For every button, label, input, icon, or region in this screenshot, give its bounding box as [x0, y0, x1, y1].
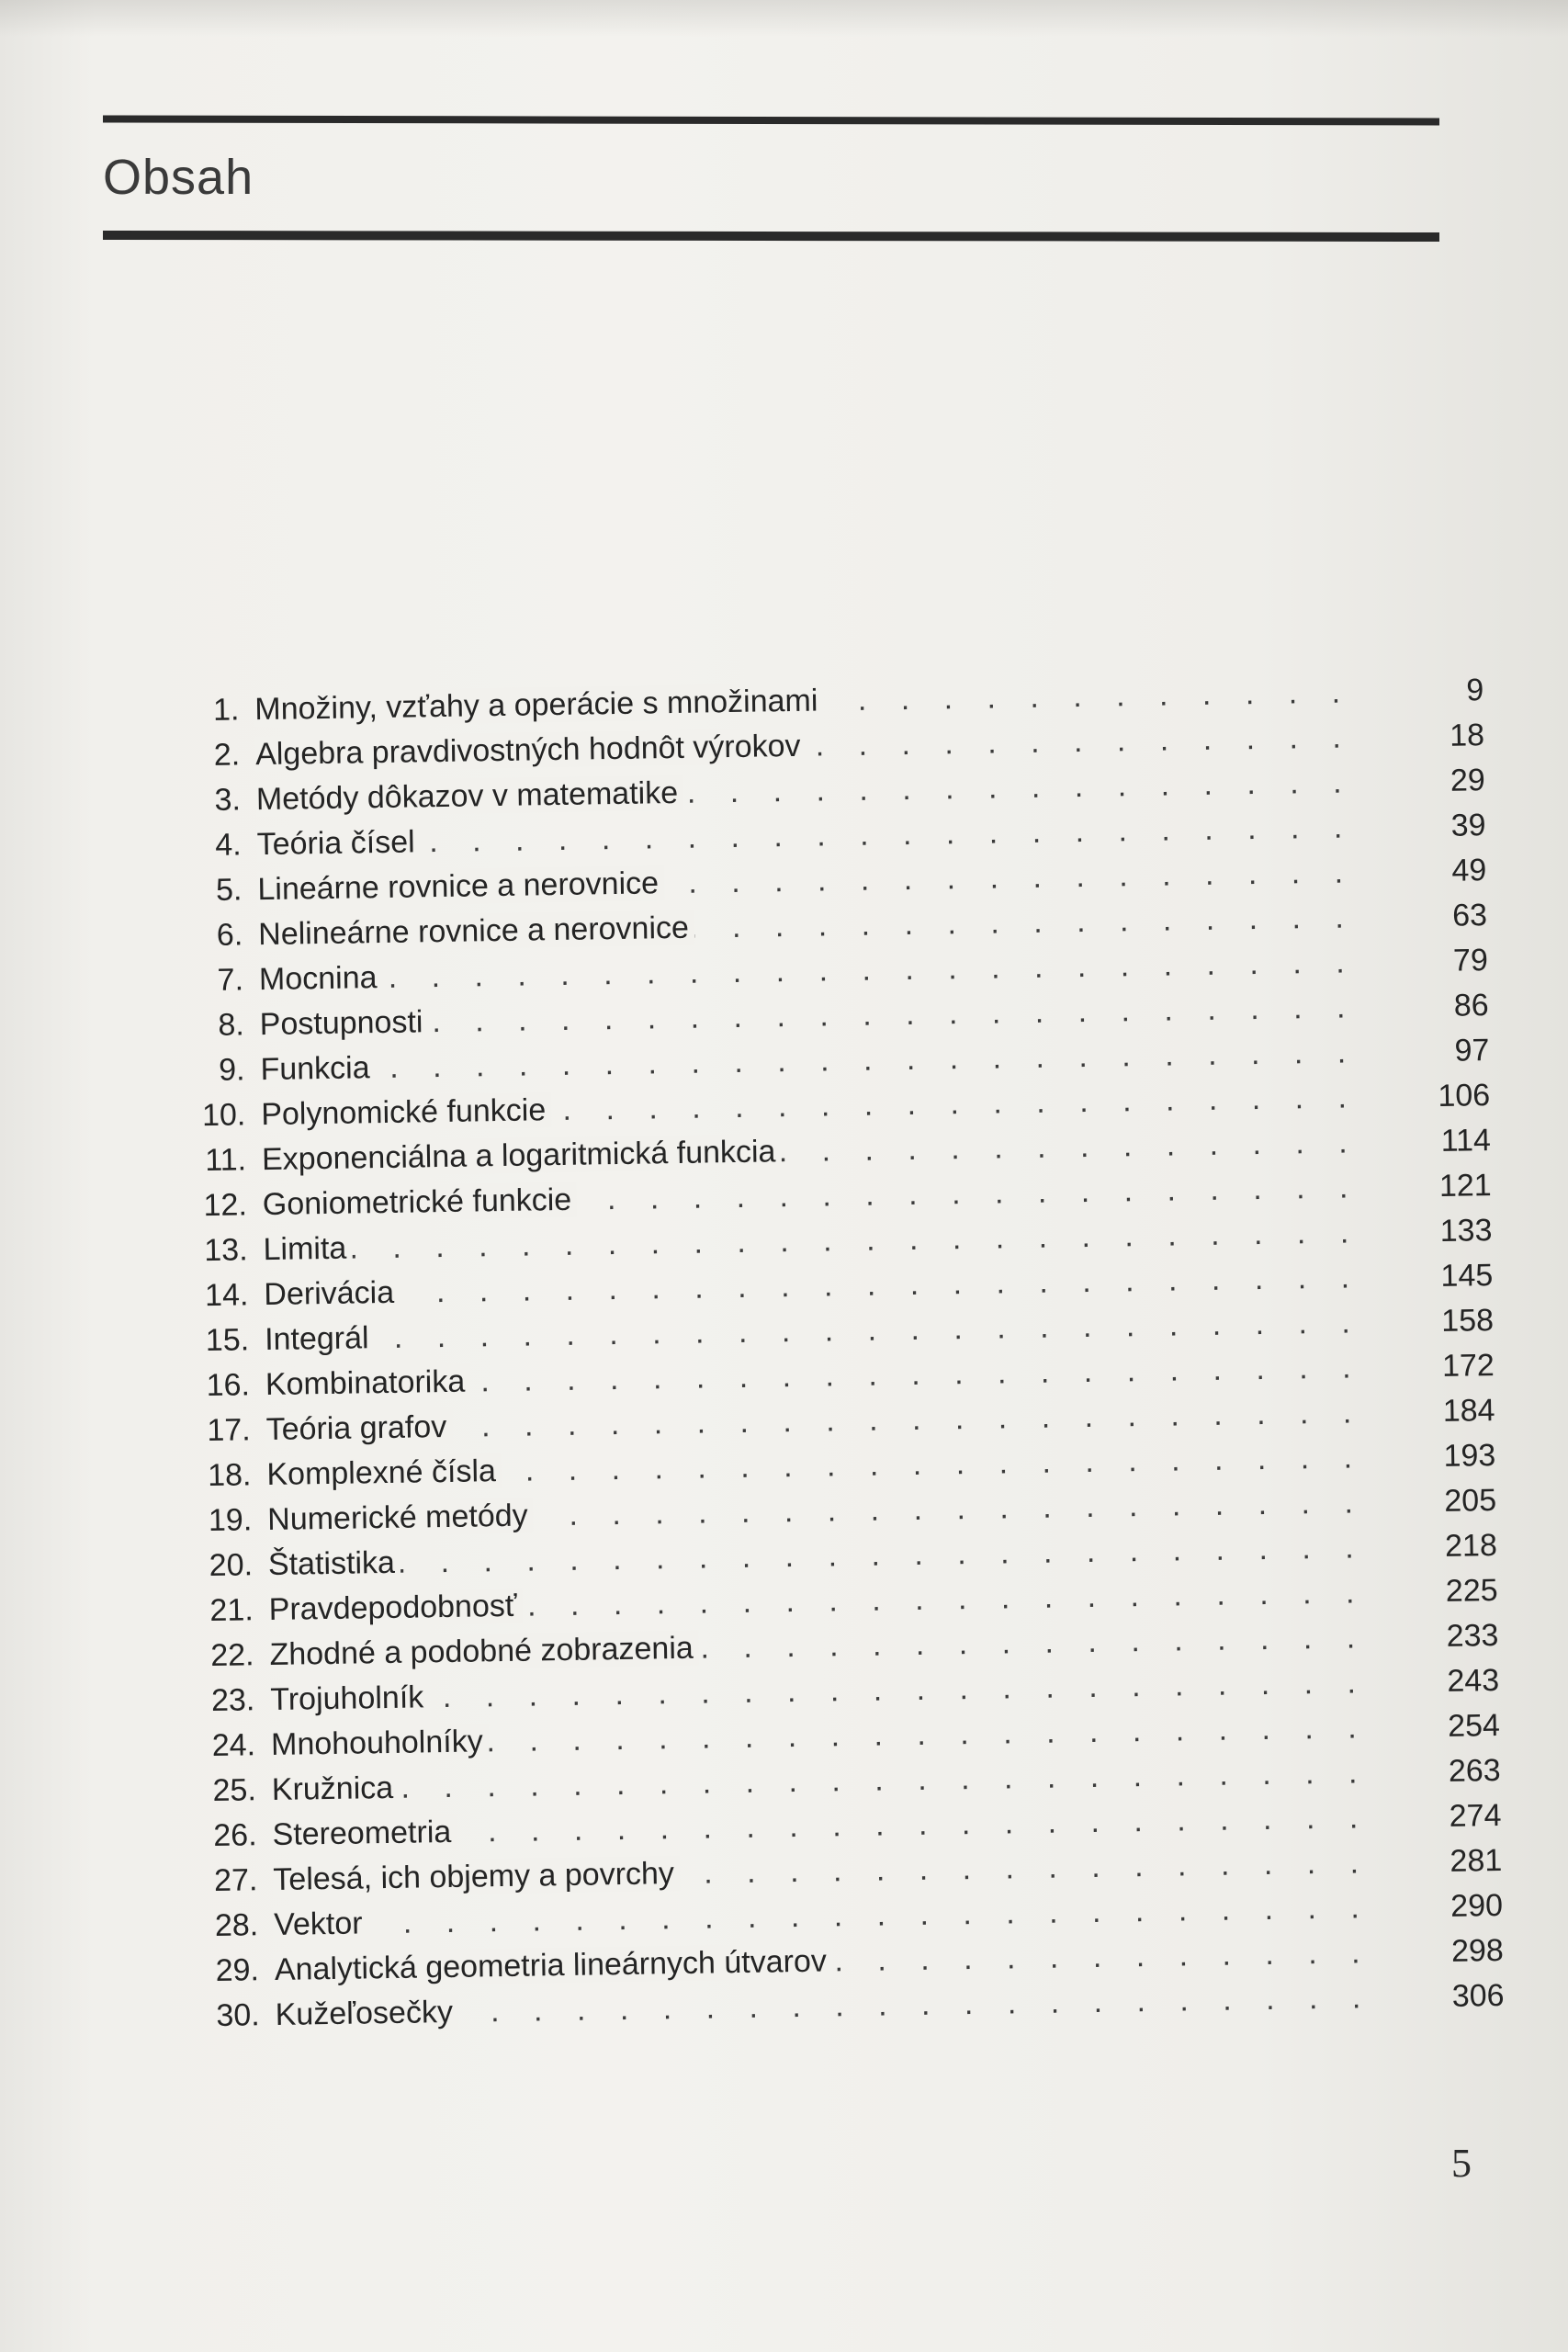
toc-entry-page: 18	[1449, 718, 1485, 753]
toc-entry-title-text: Teória grafov	[265, 1409, 452, 1447]
toc-entry-title	[265, 1409, 452, 1448]
toc-entry-page: 97	[1454, 1033, 1490, 1069]
toc-entry-title-text: Komplexné čísla	[266, 1453, 502, 1492]
toc-entry-number: 30.	[216, 1997, 260, 2033]
toc-entry-number: 2.	[213, 737, 241, 773]
toc-entry-number: 5.	[215, 872, 243, 908]
toc-entry-title	[265, 1364, 471, 1404]
toc-entry-number: 7.	[217, 962, 244, 998]
toc-entry-title	[272, 1770, 400, 1808]
toc-entry-title-text: Analytická geometria lineárnych útvarov	[275, 1943, 832, 1987]
toc-entry-title	[256, 824, 421, 863]
toc-entry-title	[256, 775, 684, 818]
toc-entry-title	[269, 1631, 699, 1673]
toc-entry-title	[275, 1943, 833, 1988]
toc-entry-title	[270, 1679, 430, 1718]
toc-entry-number: 1.	[212, 692, 240, 728]
toc-entry-title	[254, 683, 824, 728]
toc-entry-page: 218	[1444, 1528, 1498, 1564]
toc-entry-title-text: Limita	[263, 1231, 352, 1268]
toc-entry-title	[258, 910, 694, 953]
toc-entry-page: 172	[1441, 1348, 1495, 1384]
toc-entry-title-text: Lineárne rovnice a nerovnice	[257, 865, 664, 907]
toc-entry-title	[262, 1134, 782, 1178]
toc-entry-title	[265, 1320, 375, 1358]
toc-entry-title	[266, 1453, 502, 1493]
toc-entry-number: 28.	[214, 1907, 259, 1943]
toc-entry-number: 26.	[213, 1817, 257, 1853]
toc-entry-page: 290	[1450, 1887, 1504, 1924]
toc-entry-number: 16.	[206, 1367, 251, 1404]
toc-entry-title	[268, 1545, 401, 1583]
toc-entry-title-text: Kružnica	[272, 1770, 400, 1807]
toc-entry-title-text: Mnohouholníky	[271, 1724, 489, 1762]
toc-entry-title-text: Numerické metódy	[267, 1498, 534, 1537]
toc-entry-title-text: Kombinatorika	[265, 1364, 471, 1403]
toc-entry-number: 25.	[212, 1772, 257, 1809]
toc-entry-title	[268, 1589, 522, 1628]
toc-entry-title	[259, 960, 383, 998]
toc-entry-page: 233	[1446, 1617, 1499, 1654]
toc-entry-title	[263, 1231, 352, 1269]
toc-entry-title-text: Integrál	[265, 1320, 375, 1357]
toc-entry-number: 17.	[207, 1412, 251, 1449]
toc-entry-title-text: Telesá, ich objemy a povrchy	[273, 1856, 680, 1897]
toc-entry-page: 243	[1447, 1662, 1500, 1699]
toc-entry-page: 205	[1444, 1483, 1497, 1519]
toc-entry-number: 8.	[218, 1007, 245, 1043]
toc-entry-page: 49	[1451, 853, 1487, 888]
toc-entry-title	[261, 1092, 551, 1133]
toc-entry-number: 23.	[210, 1682, 255, 1719]
page-number: 5	[1451, 2141, 1472, 2186]
toc-entry-title-text: Zhodné a podobné zobrazenia	[269, 1631, 699, 1672]
toc-entry-page: 145	[1440, 1258, 1494, 1294]
toc-entry-title	[273, 1856, 680, 1898]
toc-entry-number: 6.	[216, 917, 243, 953]
toc-entry-title-text: Mocnina	[259, 960, 383, 997]
toc-entry-title-text: Algebra pravdivostných hodnôt výrokov	[255, 729, 807, 772]
toc-entry-number: 10.	[201, 1097, 246, 1134]
page-title: Obsah	[103, 150, 254, 205]
toc-entry-title-text: Goniometrické funkcie	[263, 1182, 578, 1222]
toc-entry-title-text: Štatistika	[268, 1545, 401, 1582]
toc-entry-page: 281	[1450, 1842, 1503, 1879]
page-shadow	[0, 0, 1568, 37]
toc-entry-title	[264, 1275, 400, 1313]
toc-entry-number: 19.	[208, 1502, 253, 1539]
toc-entry-page: 225	[1445, 1573, 1498, 1609]
heading-rule-top	[103, 115, 1439, 125]
toc-entry-number: 24.	[211, 1727, 256, 1764]
toc-entry-title-text: Stereometria	[272, 1815, 457, 1852]
toc-entry-title	[257, 865, 664, 908]
toc-entry-number: 14.	[204, 1277, 249, 1314]
toc-entry-title	[272, 1815, 457, 1853]
toc-entry-page: 86	[1453, 988, 1489, 1023]
toc-entry-title-text: Postupnosti	[259, 1004, 428, 1042]
toc-entry-page: 9	[1465, 673, 1484, 708]
toc-entry-title-text: Exponenciálna a logaritmická funkcia	[262, 1134, 782, 1177]
toc-entry-title-text: Trojuholník	[270, 1679, 430, 1717]
toc-entry-title-text: Derivácia	[264, 1275, 400, 1312]
toc-entry-page: 158	[1440, 1303, 1495, 1339]
toc-entry-number: 21.	[209, 1592, 254, 1629]
toc-entry-number: 22.	[209, 1637, 254, 1674]
toc-entry-title	[271, 1724, 489, 1763]
toc-entry-number: 15.	[205, 1322, 250, 1359]
toc-entry-title-text: Teória čísel	[256, 824, 421, 862]
heading-rule-bottom	[103, 231, 1439, 242]
toc-entry-page: 121	[1438, 1168, 1492, 1204]
toc-entry-page: 63	[1451, 898, 1488, 933]
toc-entry-title-text: Pravdepodobnosť	[268, 1589, 522, 1627]
table-of-contents	[87, 667, 1505, 2040]
toc-entry-page: 184	[1442, 1393, 1495, 1429]
toc-entry-number: 20.	[209, 1547, 254, 1584]
toc-entry-page: 263	[1448, 1752, 1501, 1789]
toc-entry-page: 193	[1443, 1438, 1496, 1474]
toc-entry-page: 133	[1439, 1213, 1493, 1249]
toc-entry-number: 18.	[207, 1457, 252, 1494]
toc-entry-title	[259, 1004, 428, 1043]
toc-entry-title	[274, 1905, 368, 1943]
toc-entry-page: 254	[1447, 1707, 1501, 1744]
toc-entry-title	[260, 1050, 376, 1088]
toc-entry-page: 298	[1450, 1932, 1505, 1969]
toc-entry-title-text: Vektor	[274, 1905, 368, 1942]
toc-entry-number: 9.	[218, 1052, 245, 1088]
toc-entry-title	[255, 729, 807, 773]
toc-entry-title-text: Nelineárne rovnice a nerovnice	[258, 910, 694, 952]
toc-entry-title-text: Množiny, vzťahy a operácie s množinami	[254, 683, 824, 727]
toc-entry-title	[267, 1498, 534, 1538]
toc-entry-page: 39	[1450, 808, 1486, 843]
toc-entry-number: 11.	[205, 1142, 247, 1179]
toc-entry-number: 13.	[204, 1232, 248, 1269]
toc-entry-page: 306	[1451, 1977, 1505, 2014]
toc-entry-title	[263, 1182, 578, 1223]
toc-entry-number: 12.	[203, 1187, 248, 1224]
toc-entry-title	[275, 1995, 458, 2033]
toc-entry-title-text: Kužeľosečky	[275, 1995, 458, 2032]
toc-entry-page: 29	[1450, 763, 1486, 798]
toc-entry-page: 274	[1449, 1797, 1502, 1834]
toc-entry-number: 27.	[213, 1862, 258, 1898]
toc-entry-title-text: Funkcia	[260, 1050, 376, 1087]
toc-entry-page: 79	[1452, 943, 1489, 978]
toc-entry-number: 29.	[215, 1952, 260, 1988]
toc-entry-number: 4.	[215, 827, 242, 863]
toc-entry-title-text: Metódy dôkazov v matematike	[256, 775, 684, 817]
toc-entry-title-text: Polynomické funkcie	[261, 1092, 551, 1132]
toc-entry-number: 3.	[214, 782, 242, 818]
toc-entry-page: 106	[1438, 1078, 1491, 1114]
toc-entry-page: 114	[1440, 1123, 1492, 1159]
